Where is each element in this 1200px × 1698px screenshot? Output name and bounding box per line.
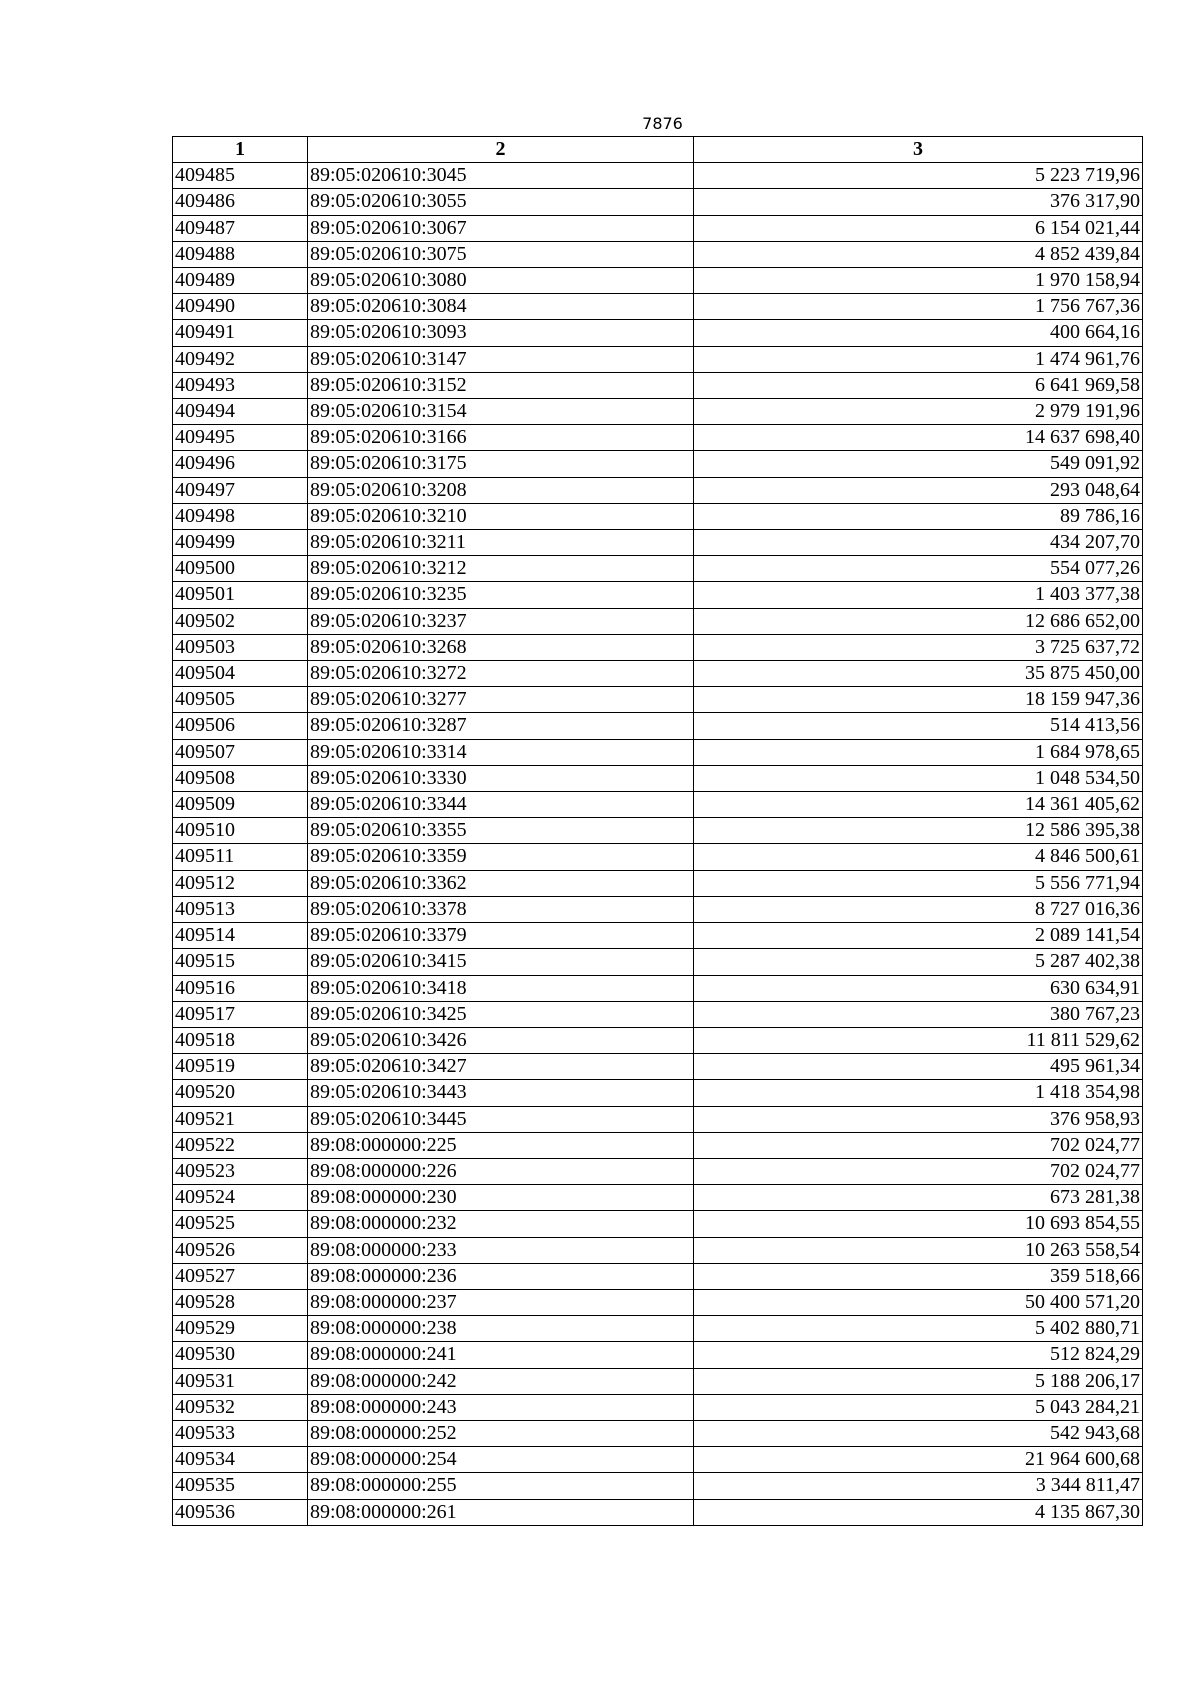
row-number-cell: 409499	[173, 530, 308, 556]
table-row	[173, 477, 1143, 503]
cadastral-value-cell: 5 402 880,71	[694, 1316, 1143, 1342]
cadastral-value-cell: 380 767,23	[694, 1001, 1143, 1027]
row-number-cell: 409523	[173, 1158, 308, 1184]
row-number-cell: 409504	[173, 661, 308, 687]
cadastral-number-cell: 89:05:020610:3330	[308, 765, 694, 791]
row-number-cell: 409493	[173, 372, 308, 398]
registry-table	[172, 136, 1143, 1526]
cadastral-value-cell: 554 077,26	[694, 556, 1143, 582]
cadastral-value-cell: 35 875 450,00	[694, 661, 1143, 687]
row-number-cell: 409491	[173, 320, 308, 346]
cadastral-number-cell: 89:05:020610:3268	[308, 634, 694, 660]
cadastral-number-cell: 89:05:020610:3208	[308, 477, 694, 503]
row-number-cell: 409516	[173, 975, 308, 1001]
table-row	[173, 949, 1143, 975]
cadastral-value-cell: 702 024,77	[694, 1158, 1143, 1184]
cadastral-number-cell: 89:05:020610:3045	[308, 163, 694, 189]
row-number-cell: 409528	[173, 1289, 308, 1315]
cadastral-number-cell: 89:05:020610:3211	[308, 530, 694, 556]
cadastral-number-cell: 89:05:020610:3443	[308, 1080, 694, 1106]
cadastral-value-cell: 5 556 771,94	[694, 870, 1143, 896]
table-row	[173, 818, 1143, 844]
table-row	[173, 687, 1143, 713]
cadastral-value-cell: 5 287 402,38	[694, 949, 1143, 975]
cadastral-value-cell: 2 089 141,54	[694, 923, 1143, 949]
table-row	[173, 1289, 1143, 1315]
table-row	[173, 1316, 1143, 1342]
row-number-cell: 409514	[173, 923, 308, 949]
row-number-cell: 409506	[173, 713, 308, 739]
table-row	[173, 320, 1143, 346]
row-number-cell: 409500	[173, 556, 308, 582]
table-row	[173, 608, 1143, 634]
column-header-value: 3	[694, 137, 1143, 163]
table-row	[173, 1499, 1143, 1525]
column-header-number: 1	[173, 137, 308, 163]
table-row	[173, 241, 1143, 267]
cadastral-number-cell: 89:05:020610:3175	[308, 451, 694, 477]
table-row	[173, 1211, 1143, 1237]
cadastral-number-cell: 89:05:020610:3427	[308, 1054, 694, 1080]
row-number-cell: 409487	[173, 215, 308, 241]
row-number-cell: 409486	[173, 189, 308, 215]
cadastral-number-cell: 89:08:000000:242	[308, 1368, 694, 1394]
cadastral-value-cell: 434 207,70	[694, 530, 1143, 556]
row-number-cell: 409495	[173, 425, 308, 451]
cadastral-number-cell: 89:08:000000:241	[308, 1342, 694, 1368]
table-row	[173, 1420, 1143, 1446]
cadastral-number-cell: 89:05:020610:3359	[308, 844, 694, 870]
row-number-cell: 409522	[173, 1132, 308, 1158]
cadastral-value-cell: 1 684 978,65	[694, 739, 1143, 765]
table-row	[173, 372, 1143, 398]
row-number-cell: 409518	[173, 1027, 308, 1053]
cadastral-number-cell: 89:05:020610:3272	[308, 661, 694, 687]
cadastral-number-cell: 89:05:020610:3287	[308, 713, 694, 739]
table-row	[173, 1027, 1143, 1053]
row-number-cell: 409534	[173, 1447, 308, 1473]
row-number-cell: 409509	[173, 792, 308, 818]
cadastral-value-cell: 6 154 021,44	[694, 215, 1143, 241]
cadastral-number-cell: 89:05:020610:3418	[308, 975, 694, 1001]
row-number-cell: 409488	[173, 241, 308, 267]
table-row	[173, 346, 1143, 372]
row-number-cell: 409517	[173, 1001, 308, 1027]
table-row	[173, 844, 1143, 870]
cadastral-number-cell: 89:08:000000:230	[308, 1185, 694, 1211]
table-row	[173, 713, 1143, 739]
cadastral-value-cell: 1 474 961,76	[694, 346, 1143, 372]
table-row	[173, 1394, 1143, 1420]
cadastral-number-cell: 89:08:000000:243	[308, 1394, 694, 1420]
table-row	[173, 294, 1143, 320]
row-number-cell: 409494	[173, 399, 308, 425]
cadastral-number-cell: 89:05:020610:3425	[308, 1001, 694, 1027]
cadastral-number-cell: 89:08:000000:255	[308, 1473, 694, 1499]
table-row	[173, 163, 1143, 189]
table-row	[173, 923, 1143, 949]
cadastral-value-cell: 5 223 719,96	[694, 163, 1143, 189]
table-row	[173, 792, 1143, 818]
cadastral-value-cell: 4 852 439,84	[694, 241, 1143, 267]
table-row	[173, 1054, 1143, 1080]
table-row	[173, 1158, 1143, 1184]
table-row	[173, 661, 1143, 687]
cadastral-value-cell: 21 964 600,68	[694, 1447, 1143, 1473]
cadastral-value-cell: 6 641 969,58	[694, 372, 1143, 398]
row-number-cell: 409533	[173, 1420, 308, 1446]
table-row	[173, 1473, 1143, 1499]
cadastral-value-cell: 50 400 571,20	[694, 1289, 1143, 1315]
table-row	[173, 582, 1143, 608]
table-row	[173, 1237, 1143, 1263]
table-row	[173, 1132, 1143, 1158]
cadastral-value-cell: 14 637 698,40	[694, 425, 1143, 451]
table-row	[173, 634, 1143, 660]
row-number-cell: 409529	[173, 1316, 308, 1342]
table-row	[173, 503, 1143, 529]
row-number-cell: 409520	[173, 1080, 308, 1106]
cadastral-number-cell: 89:05:020610:3166	[308, 425, 694, 451]
cadastral-number-cell: 89:08:000000:254	[308, 1447, 694, 1473]
table-row	[173, 1080, 1143, 1106]
row-number-cell: 409501	[173, 582, 308, 608]
row-number-cell: 409512	[173, 870, 308, 896]
cadastral-number-cell: 89:05:020610:3235	[308, 582, 694, 608]
table-row	[173, 975, 1143, 1001]
column-header-cadastral: 2	[308, 137, 694, 163]
cadastral-value-cell: 14 361 405,62	[694, 792, 1143, 818]
row-number-cell: 409521	[173, 1106, 308, 1132]
row-number-cell: 409536	[173, 1499, 308, 1525]
table-row	[173, 896, 1143, 922]
cadastral-value-cell: 514 413,56	[694, 713, 1143, 739]
cadastral-number-cell: 89:05:020610:3378	[308, 896, 694, 922]
cadastral-value-cell: 12 586 395,38	[694, 818, 1143, 844]
row-number-cell: 409502	[173, 608, 308, 634]
cadastral-number-cell: 89:05:020610:3084	[308, 294, 694, 320]
row-number-cell: 409503	[173, 634, 308, 660]
cadastral-number-cell: 89:05:020610:3210	[308, 503, 694, 529]
cadastral-number-cell: 89:05:020610:3426	[308, 1027, 694, 1053]
cadastral-number-cell: 89:05:020610:3154	[308, 399, 694, 425]
cadastral-number-cell: 89:05:020610:3314	[308, 739, 694, 765]
cadastral-value-cell: 1 403 377,38	[694, 582, 1143, 608]
cadastral-number-cell: 89:05:020610:3344	[308, 792, 694, 818]
row-number-cell: 409524	[173, 1185, 308, 1211]
table-row	[173, 1106, 1143, 1132]
table-row	[173, 765, 1143, 791]
row-number-cell: 409485	[173, 163, 308, 189]
cadastral-value-cell: 89 786,16	[694, 503, 1143, 529]
cadastral-number-cell: 89:08:000000:233	[308, 1237, 694, 1263]
cadastral-number-cell: 89:05:020610:3093	[308, 320, 694, 346]
cadastral-value-cell: 542 943,68	[694, 1420, 1143, 1446]
cadastral-value-cell: 3 725 637,72	[694, 634, 1143, 660]
row-number-cell: 409496	[173, 451, 308, 477]
row-number-cell: 409527	[173, 1263, 308, 1289]
cadastral-number-cell: 89:05:020610:3212	[308, 556, 694, 582]
row-number-cell: 409535	[173, 1473, 308, 1499]
cadastral-value-cell: 293 048,64	[694, 477, 1143, 503]
row-number-cell: 409531	[173, 1368, 308, 1394]
cadastral-value-cell: 630 634,91	[694, 975, 1143, 1001]
table-body	[173, 163, 1143, 1526]
cadastral-number-cell: 89:08:000000:226	[308, 1158, 694, 1184]
row-number-cell: 409508	[173, 765, 308, 791]
table-row	[173, 1368, 1143, 1394]
cadastral-number-cell: 89:05:020610:3445	[308, 1106, 694, 1132]
table-row	[173, 870, 1143, 896]
cadastral-value-cell: 359 518,66	[694, 1263, 1143, 1289]
cadastral-number-cell: 89:05:020610:3362	[308, 870, 694, 896]
table-row	[173, 425, 1143, 451]
cadastral-value-cell: 400 664,16	[694, 320, 1143, 346]
table-row	[173, 1263, 1143, 1289]
header-row	[173, 137, 1143, 163]
cadastral-number-cell: 89:05:020610:3080	[308, 268, 694, 294]
cadastral-value-cell: 10 693 854,55	[694, 1211, 1143, 1237]
cadastral-value-cell: 376 317,90	[694, 189, 1143, 215]
cadastral-number-cell: 89:05:020610:3067	[308, 215, 694, 241]
table-row	[173, 399, 1143, 425]
table-row	[173, 451, 1143, 477]
table-header	[173, 137, 1143, 163]
cadastral-number-cell: 89:08:000000:225	[308, 1132, 694, 1158]
cadastral-value-cell: 4 846 500,61	[694, 844, 1143, 870]
cadastral-value-cell: 18 159 947,36	[694, 687, 1143, 713]
row-number-cell: 409525	[173, 1211, 308, 1237]
row-number-cell: 409511	[173, 844, 308, 870]
cadastral-number-cell: 89:05:020610:3355	[308, 818, 694, 844]
table-row	[173, 268, 1143, 294]
row-number-cell: 409532	[173, 1394, 308, 1420]
row-number-cell: 409526	[173, 1237, 308, 1263]
cadastral-value-cell: 5 043 284,21	[694, 1394, 1143, 1420]
cadastral-number-cell: 89:08:000000:238	[308, 1316, 694, 1342]
cadastral-value-cell: 376 958,93	[694, 1106, 1143, 1132]
cadastral-number-cell: 89:05:020610:3237	[308, 608, 694, 634]
row-number-cell: 409513	[173, 896, 308, 922]
row-number-cell: 409497	[173, 477, 308, 503]
table-row	[173, 1185, 1143, 1211]
cadastral-value-cell: 512 824,29	[694, 1342, 1143, 1368]
row-number-cell: 409519	[173, 1054, 308, 1080]
cadastral-number-cell: 89:05:020610:3055	[308, 189, 694, 215]
cadastral-number-cell: 89:05:020610:3277	[308, 687, 694, 713]
cadastral-value-cell: 10 263 558,54	[694, 1237, 1143, 1263]
cadastral-value-cell: 702 024,77	[694, 1132, 1143, 1158]
cadastral-value-cell: 4 135 867,30	[694, 1499, 1143, 1525]
cadastral-number-cell: 89:05:020610:3147	[308, 346, 694, 372]
row-number-cell: 409530	[173, 1342, 308, 1368]
cadastral-value-cell: 12 686 652,00	[694, 608, 1143, 634]
row-number-cell: 409505	[173, 687, 308, 713]
cadastral-value-cell: 2 979 191,96	[694, 399, 1143, 425]
cadastral-value-cell: 1 418 354,98	[694, 1080, 1143, 1106]
table-row	[173, 1447, 1143, 1473]
cadastral-value-cell: 3 344 811,47	[694, 1473, 1143, 1499]
cadastral-value-cell: 673 281,38	[694, 1185, 1143, 1211]
cadastral-number-cell: 89:08:000000:261	[308, 1499, 694, 1525]
table-row	[173, 215, 1143, 241]
cadastral-number-cell: 89:05:020610:3152	[308, 372, 694, 398]
cadastral-number-cell: 89:08:000000:236	[308, 1263, 694, 1289]
table-row	[173, 739, 1143, 765]
cadastral-value-cell: 11 811 529,62	[694, 1027, 1143, 1053]
cadastral-value-cell: 8 727 016,36	[694, 896, 1143, 922]
table-row	[173, 1342, 1143, 1368]
cadastral-number-cell: 89:05:020610:3379	[308, 923, 694, 949]
cadastral-value-cell: 549 091,92	[694, 451, 1143, 477]
cadastral-value-cell: 5 188 206,17	[694, 1368, 1143, 1394]
row-number-cell: 409515	[173, 949, 308, 975]
row-number-cell: 409489	[173, 268, 308, 294]
cadastral-value-cell: 495 961,34	[694, 1054, 1143, 1080]
cadastral-value-cell: 1 970 158,94	[694, 268, 1143, 294]
cadastral-number-cell: 89:05:020610:3415	[308, 949, 694, 975]
row-number-cell: 409510	[173, 818, 308, 844]
cadastral-number-cell: 89:08:000000:232	[308, 1211, 694, 1237]
row-number-cell: 409507	[173, 739, 308, 765]
table-row	[173, 1001, 1143, 1027]
page-number: 7876	[642, 114, 683, 133]
table-row	[173, 530, 1143, 556]
row-number-cell: 409492	[173, 346, 308, 372]
table-row	[173, 556, 1143, 582]
cadastral-value-cell: 1 756 767,36	[694, 294, 1143, 320]
cadastral-value-cell: 1 048 534,50	[694, 765, 1143, 791]
row-number-cell: 409498	[173, 503, 308, 529]
cadastral-number-cell: 89:08:000000:237	[308, 1289, 694, 1315]
cadastral-number-cell: 89:05:020610:3075	[308, 241, 694, 267]
table-row	[173, 189, 1143, 215]
row-number-cell: 409490	[173, 294, 308, 320]
cadastral-number-cell: 89:08:000000:252	[308, 1420, 694, 1446]
